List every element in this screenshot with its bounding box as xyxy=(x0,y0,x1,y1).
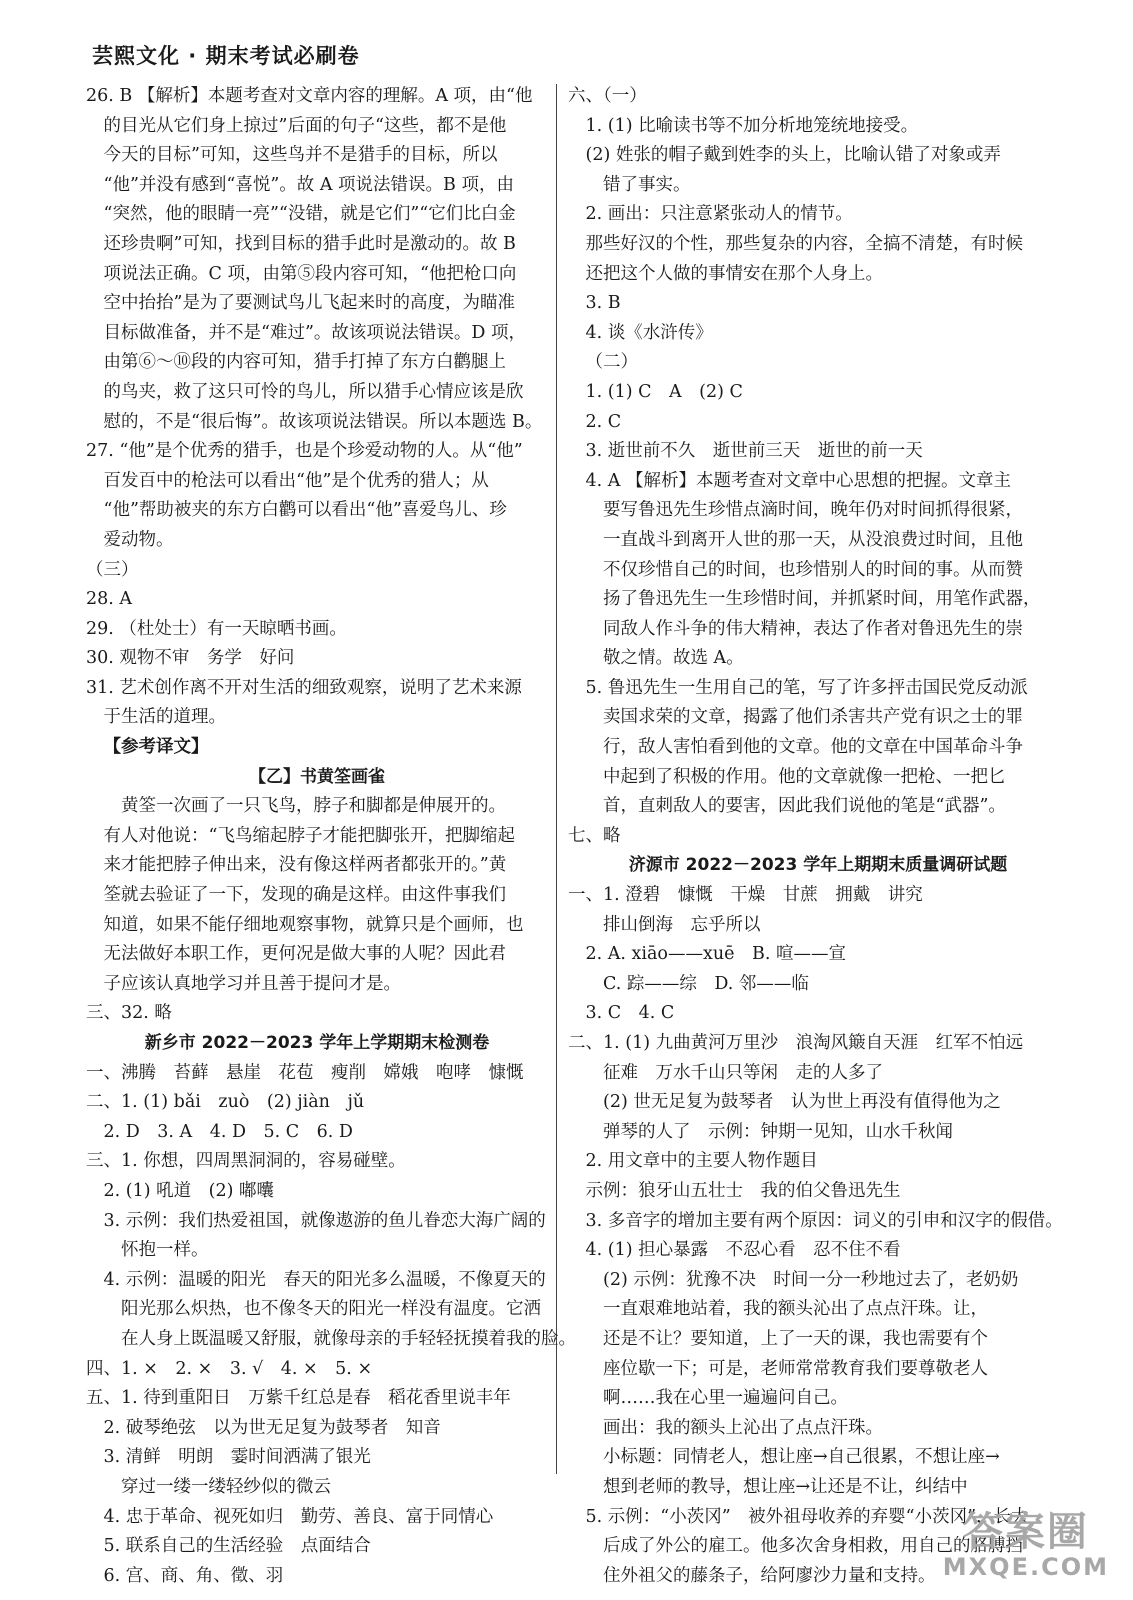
right-column-line: 5. 示例：“小茨冈” 被外祖母收养的弃婴“小茨冈”，长大 xyxy=(585,1506,1029,1527)
right-column-line: 座位歇一下；可是，老师常常教育我们要尊敬老人 xyxy=(603,1358,988,1379)
left-column-line: 百发百中的枪法可以看出“他”是个优秀的猎人；从 xyxy=(103,470,489,491)
left-column-line: 3. 示例：我们热爱祖国，就像遨游的鱼儿眷恋大海广阔的 xyxy=(103,1210,546,1231)
right-column-line: 那些好汉的个性，那些复杂的内容，全搞不清楚，有时候 xyxy=(585,233,1023,254)
left-column-line: 空中抬抬”是为了要测试鸟儿飞起来时的高度，为瞄准 xyxy=(103,293,515,314)
left-column-line: 项说法正确。C 项，由第⑤段内容可知，“他把枪口向 xyxy=(103,263,517,284)
right-column-line: 3. 逝世前不久 逝世前三天 逝世的前一天 xyxy=(585,441,923,462)
right-column-line: 2. C xyxy=(585,411,622,432)
watermark-url: MXQE.COM xyxy=(942,1553,1109,1581)
left-column-line: 30. 观物不审 务学 好问 xyxy=(86,648,295,669)
left-column-line: 于生活的道理。 xyxy=(103,707,226,728)
left-column-line: 子应该认真地学习并且善于提问才是。 xyxy=(103,973,401,994)
right-column-line: 2. 画出：只注意紧张动人的情节。 xyxy=(585,204,853,225)
left-column-line: 三、1. 你想，四周黑洞洞的，容易碰壁。 xyxy=(86,1151,406,1172)
right-column-line: 后成了外公的雇工。他多次舍身相救，用自己的胳膊挡 xyxy=(603,1536,1023,1557)
left-column-line: 黄筌一次画了一只飞鸟，脖子和脚都是伸展开的。 xyxy=(121,796,506,817)
right-column-line: 3. C 4. C xyxy=(585,1003,675,1024)
right-column-line: 二、1. (1) 九曲黄河万里沙 浪淘风簸自天涯 红军不怕远 xyxy=(568,1033,1024,1053)
right-column-line: (2) 示例：犹豫不决 时间一分一秒地过去了，老奶奶 xyxy=(603,1269,1019,1290)
right-column-line: 六、（一） xyxy=(568,86,647,106)
right-column-line: 示例：狼牙山五壮士 我的伯父鲁迅先生 xyxy=(585,1180,901,1201)
column-divider xyxy=(556,84,557,1474)
right-column-line: 4. 谈《水浒传》 xyxy=(585,322,713,343)
left-column-line: 4. 忠于革命、视死如归 勤劳、善良、富于同情心 xyxy=(103,1506,494,1527)
right-column-line: 1. (1) 比喻读书等不加分析地笼统地接受。 xyxy=(585,115,919,136)
left-column-line: 四、1. × 2. × 3. √ 4. × 5. × xyxy=(86,1358,373,1379)
right-column-line: 4. (1) 担心暴露 不忍心看 忍不住不看 xyxy=(585,1240,901,1261)
left-column-line: 3. 清鲜 明朗 霎时间洒满了银光 xyxy=(103,1447,371,1468)
right-column-line: 排山倒海 忘乎所以 xyxy=(603,914,761,935)
right-column-line: 错了事实。 xyxy=(603,174,691,195)
right-column-line: （二） xyxy=(585,352,638,373)
left-column-line: 知道，如果不能仔细地观察事物，就算只是个画师，也 xyxy=(103,914,524,935)
right-column-line: (2) 姓张的帽子戴到姓李的头上，比喻认错了对象或弄 xyxy=(585,145,1001,166)
left-column-line: 28. A xyxy=(86,589,133,610)
left-column-line: 29. （杜处士）有一天晾晒书画。 xyxy=(86,618,347,639)
left-column-line: （三） xyxy=(86,559,139,580)
right-column-line: 还把这个人做的事情安在那个人身上。 xyxy=(585,263,883,284)
left-column-line: 还珍贵啊”可知，找到目标的猎手此时是激动的。故 B xyxy=(103,233,516,254)
left-column-line: 5. 联系自己的生活经验 点面结合 xyxy=(103,1536,371,1557)
left-column-line: 穿过一缕一缕轻纱似的微云 xyxy=(121,1476,331,1497)
right-column-line: 征难 万水千山只等闲 走的人多了 xyxy=(603,1062,883,1083)
left-column-line: 【乙】书黄筌画雀 xyxy=(249,766,385,787)
right-column-line: 扬了鲁迅先生一生珍惜时间，并抓紧时间，用笔作武器， xyxy=(603,589,1041,610)
left-column-line: 2. 破琴绝弦 以为世无足复为鼓琴者 知音 xyxy=(103,1417,441,1438)
right-column-line: 2. A. xiāo——xuē B. 喧——宣 xyxy=(585,944,846,965)
left-column-line: 爱动物。 xyxy=(103,529,174,550)
left-column-line: 新乡市 2022－2023 学年上学期期末检测卷 xyxy=(144,1033,490,1053)
right-column-line: 2. 用文章中的主要人物作题目 xyxy=(585,1151,818,1172)
right-column-line: 一直战斗到离开人世的那一天，从没浪费过时间，且他 xyxy=(603,529,1023,550)
right-column-line: 啊……我在心里一遍遍问自己。 xyxy=(603,1388,848,1409)
left-column-line: “他”并没有感到“喜悦”。故 A 项说法错误。B 项，由 xyxy=(103,174,514,195)
left-column-line: 的目光从它们身上掠过”后面的句子“这些，都不是他 xyxy=(103,115,507,136)
right-column-line: 要写鲁迅先生珍惜点滴时间，晚年仍对时间抓得很紧， xyxy=(603,500,1023,521)
right-column-line: 想到老师的教导，想让座→让还是不让，纠结中 xyxy=(603,1476,968,1497)
left-column-line: 怀抱一样。 xyxy=(121,1240,209,1261)
left-column-line: 26. B 【解析】本题考查对文章内容的理解。A 项，由“他 xyxy=(86,86,533,106)
right-column-line: 同敌人作斗争的伟大精神，表达了作者对鲁迅先生的崇 xyxy=(603,618,1023,639)
right-column-line: 卖国求荣的文章，揭露了他们杀害共产党有识之士的罪 xyxy=(603,707,1023,728)
left-column-line: 由第⑥～⑩段的内容可知，猎手打掉了东方白鹳腿上 xyxy=(103,352,506,373)
right-column-line: 行，敌人害怕看到他的文章。他的文章在中国革命斗争 xyxy=(603,737,1023,758)
left-column-line: 的鸟夹，救了这只可怜的鸟儿，所以猎手心情应该是欣 xyxy=(103,381,524,402)
right-column-line: 中起到了积极的作用。他的文章就像一把枪、一把匕 xyxy=(603,766,1006,787)
right-column-line: 5. 鲁迅先生一生用自己的笔，写了许多抨击国民党反动派 xyxy=(585,677,1028,698)
left-column xyxy=(86,82,576,1591)
right-column-line: 不仅珍惜自己的时间，也珍惜别人的时间的事。从而赞 xyxy=(603,559,1023,580)
left-column-line: 今天的目标”可知，这些鸟并不是猎手的目标，所以 xyxy=(103,145,498,166)
right-column-line: 3. 多音字的增加主要有两个原因：词义的引申和汉字的假借。 xyxy=(585,1210,1063,1231)
right-column-line: 3. B xyxy=(585,293,621,314)
left-column-line: 来才能把脖子伸出来，没有像这样两者都张开的。”黄 xyxy=(103,855,507,876)
left-column-line: 2. (1) 吼道 (2) 嘟囔 xyxy=(103,1180,274,1201)
left-column-line: 慰的，不是“很后悔”。故该项说法错误。所以本题选 B。 xyxy=(103,411,543,432)
left-column-line: 二、1. (1) bǎi zuò (2) jiàn jǔ xyxy=(86,1092,365,1113)
left-column-line: “他”帮助被夹的东方白鹳可以看出“他”喜爱鸟儿、珍 xyxy=(103,500,507,521)
right-column-line: C. 踪——综 D. 邻——临 xyxy=(603,973,809,994)
left-column-line: 五、1. 待到重阳日 万紫千红总是春 稻花香里说丰年 xyxy=(86,1388,511,1409)
left-column-line: 阳光那么炽热，也不像冬天的阳光一样没有温度。它洒 xyxy=(121,1299,541,1320)
right-column-line: 敬之情。故选 A。 xyxy=(603,648,744,669)
right-column-line: 还是不让？要知道，上了一天的课，我也需要有个 xyxy=(603,1328,988,1349)
right-column-line: 一、1. 澄碧 慷慨 干燥 甘蔗 拥戴 讲究 xyxy=(568,885,923,906)
right-column-line: 4. A 【解析】本题考查对文章中心思想的把握。文章主 xyxy=(585,470,1011,491)
right-column-line: 画出：我的额头上沁出了点点汗珠。 xyxy=(603,1417,883,1438)
right-column-line: 1. (1) C A (2) C xyxy=(585,381,743,402)
left-column-line: 4. 示例：温暖的阳光 春天的阳光多么温暖，不像夏天的 xyxy=(103,1269,546,1290)
left-column-line: 2. D 3. A 4. D 5. C 6. D xyxy=(103,1121,353,1142)
right-column-line: 七、略 xyxy=(568,825,621,846)
left-column-line: 27. “他”是个优秀的猎手，也是个珍爱动物的人。从“他” xyxy=(86,441,523,462)
right-column-line: 弹琴的人了 示例：钟期一见知，山水千秋闻 xyxy=(603,1121,953,1142)
right-column-line: 首，直刺敌人的要害，因此我们说他的笔是“武器”。 xyxy=(603,796,1006,817)
right-column-line: (2) 世无足复为鼓琴者 认为世上再没有值得他为之 xyxy=(603,1092,1001,1113)
right-column-line: 济源市 2022－2023 学年上期期末质量调研试题 xyxy=(628,855,1008,876)
right-column-line: 住外祖父的藤条子，给阿廖沙力量和支持。 xyxy=(603,1565,936,1586)
right-column-line: 一直艰难地站着，我的额头沁出了点点汗珠。让， xyxy=(603,1299,988,1320)
page-header: 芸熙文化 · 期末考试必刷卷 xyxy=(92,44,360,68)
left-column-line: “突然，他的眼睛一亮”“没错，就是它们”“它们比白金 xyxy=(103,204,516,225)
right-column xyxy=(568,82,1068,1591)
watermark-logo: 答案圈 xyxy=(962,1509,1089,1555)
left-column-line: 有人对他说：“飞鸟缩起脖子才能把脚张开，把脚缩起 xyxy=(103,825,515,846)
left-column-line: 无法做好本职工作，更何况是做大事的人呢？因此君 xyxy=(103,944,506,965)
left-column-line: 【参考译文】 xyxy=(103,737,209,758)
left-column-line: 在人身上既温暖又舒服，就像母亲的手轻轻抚摸着我的脸。 xyxy=(121,1328,576,1349)
left-column-line: 31. 艺术创作离不开对生活的细致观察，说明了艺术来源 xyxy=(86,677,522,698)
left-column-line: 三、32. 略 xyxy=(86,1003,172,1024)
left-column-line: 6. 宫、商、角、徵、羽 xyxy=(103,1565,284,1586)
watermark xyxy=(943,1510,1109,1580)
left-column-line: 一、沸腾 苔藓 悬崖 花苞 瘦削 嫦娥 咆哮 慷慨 xyxy=(86,1062,524,1083)
right-column-line: 小标题：同情老人，想让座→自己很累，不想让座→ xyxy=(603,1447,1000,1468)
left-column-line: 筌就去验证了一下，发现的确是这样。由这件事我们 xyxy=(103,885,506,906)
left-column-line: 目标做准备，并不是“难过”。故该项说法错误。D 项， xyxy=(103,322,526,343)
